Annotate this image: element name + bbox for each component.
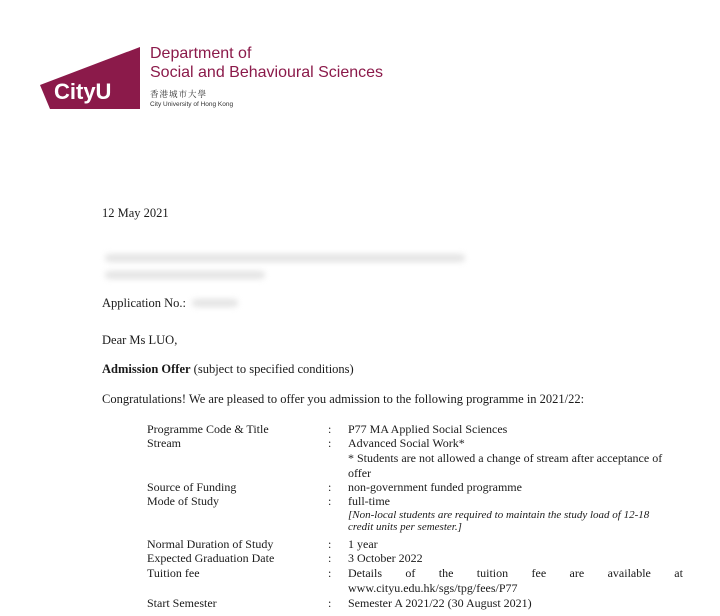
fee-label: Tuition fee	[147, 566, 200, 580]
letter-date: 12 May 2021	[102, 206, 169, 220]
salutation: Dear Ms LUO,	[102, 333, 178, 347]
programme-value: P77 MA Applied Social Sciences	[348, 422, 508, 436]
colon: :	[328, 566, 332, 580]
university-chinese-name: 香港城市大學	[150, 89, 208, 99]
stream-label: Stream	[147, 436, 181, 450]
mode-value	[348, 494, 683, 533]
stream-note-line-2: offer	[348, 466, 372, 480]
mode-name: full-time	[348, 494, 390, 508]
cityu-logo	[40, 47, 140, 109]
offer-heading	[102, 362, 354, 377]
redacted-address-line-1	[105, 254, 465, 262]
fee-word: available	[607, 566, 651, 580]
duration-value: 1 year	[348, 537, 378, 551]
colon: :	[328, 480, 332, 494]
dept-line-2: Social and Behavioural Sciences	[150, 64, 384, 81]
application-label: Application No.:	[102, 296, 187, 310]
funding-value: non-government funded programme	[348, 480, 522, 494]
logo-text: CityU	[54, 79, 112, 104]
colon: :	[328, 494, 332, 508]
university-english-name: City University of Hong Kong	[150, 101, 234, 108]
duration-label: Normal Duration of Study	[147, 537, 274, 551]
redacted-address-line-2	[105, 271, 265, 279]
fee-word: are	[569, 566, 585, 580]
graduation-label: Expected Graduation Date	[147, 551, 275, 565]
fee-details-line	[348, 566, 683, 581]
funding-label: Source of Funding	[147, 480, 237, 494]
intro-paragraph: Congratulations! We are pleased to offer you admission to the following programme in 2021/22:	[102, 392, 585, 406]
semester-value: Semester A 2021/22 (30 August 2021)	[348, 596, 532, 610]
colon: :	[328, 537, 332, 551]
colon: :	[328, 422, 332, 436]
fee-word: of	[405, 566, 416, 580]
mode-label: Mode of Study	[147, 494, 219, 508]
fee-word: fee	[531, 566, 547, 580]
colon: :	[328, 551, 332, 565]
dept-line-1: Department of	[150, 45, 252, 62]
mode-note-line-2: credit units per semester.]	[348, 521, 462, 533]
fee-word: tuition	[476, 566, 509, 580]
stream-value	[348, 436, 683, 481]
colon: :	[328, 596, 332, 610]
fee-word: at	[674, 566, 683, 580]
mode-note-line-1: [Non-local students are required to maintain the study load of 12-18	[348, 509, 650, 521]
fee-word: the	[438, 566, 454, 580]
graduation-value: 3 October 2022	[348, 551, 423, 565]
semester-label: Start Semester	[147, 596, 217, 610]
offer-subtitle: (subject to specified conditions)	[193, 362, 354, 376]
fee-word: Details	[348, 566, 382, 580]
fee-value	[348, 566, 683, 596]
stream-note-line-1: * Students are not allowed a change of stream after acceptance of	[348, 451, 663, 465]
programme-label: Programme Code & Title	[147, 422, 269, 436]
department-header	[150, 44, 383, 108]
redacted-application-number	[192, 299, 238, 307]
offer-title: Admission Offer	[102, 362, 191, 376]
fee-url: www.cityu.edu.hk/sgs/tpg/fees/P77	[348, 581, 518, 595]
colon: :	[328, 436, 332, 450]
stream-name: Advanced Social Work*	[348, 436, 465, 450]
